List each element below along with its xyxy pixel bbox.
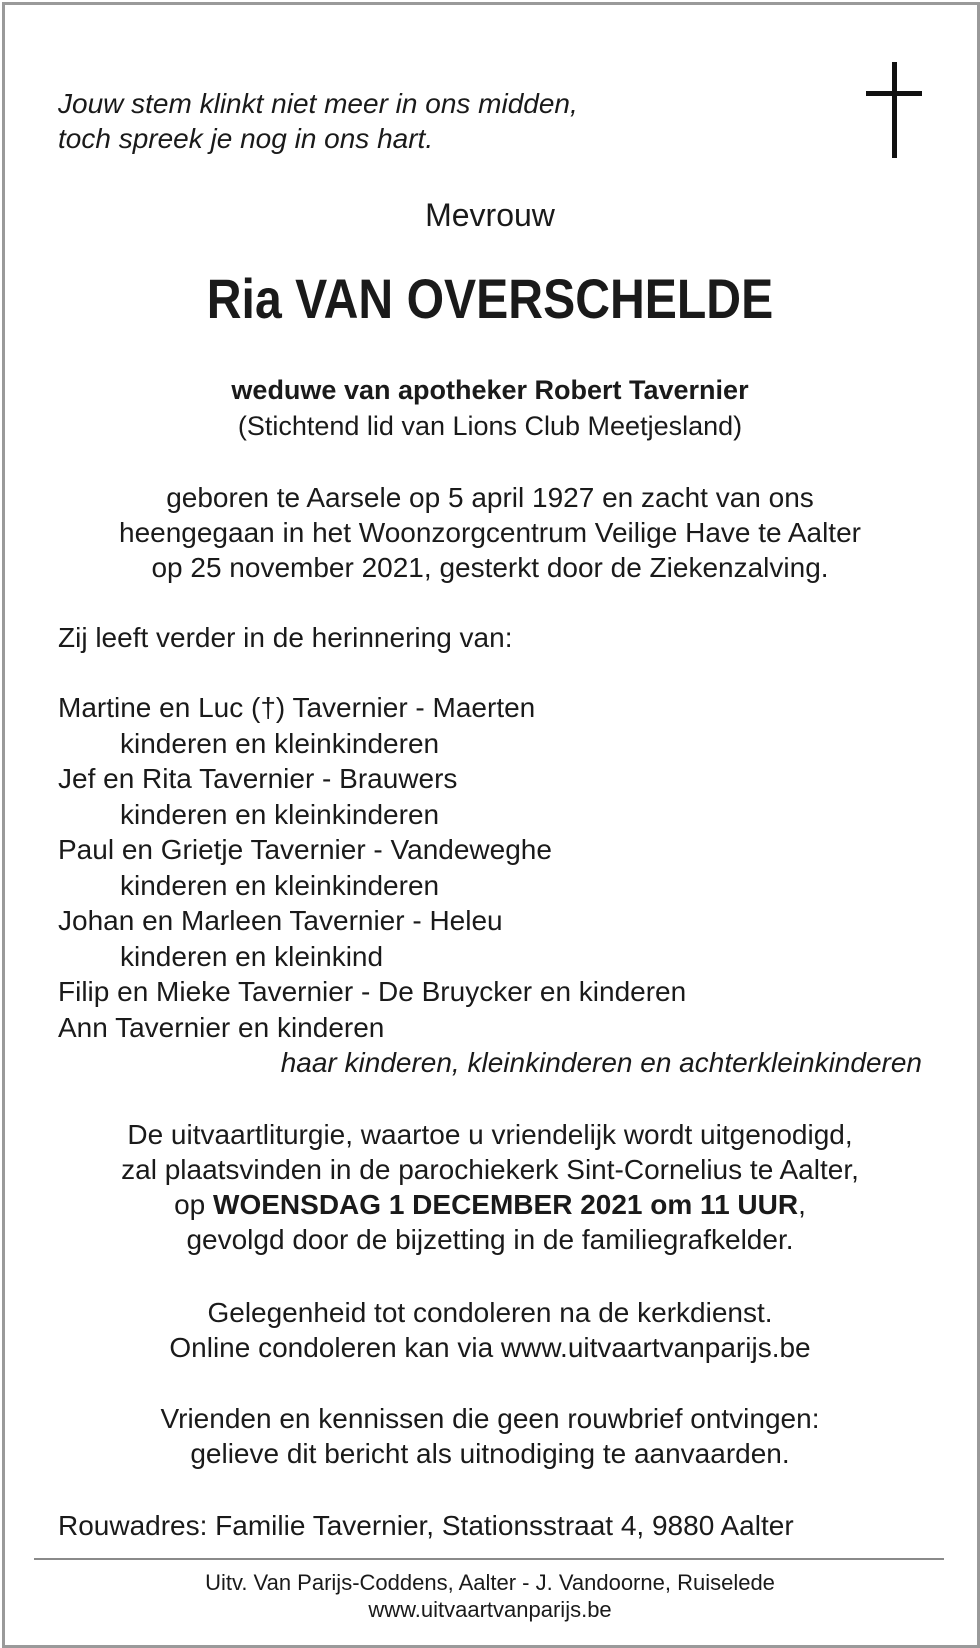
motto-line: Jouw stem klinkt niet meer in ons midden, — [58, 88, 578, 119]
birth-line: geboren te Aarsele op 5 april 1927 en zacht van ons — [166, 482, 814, 513]
family-descendants: kinderen en kleinkinderen — [120, 869, 440, 901]
undertaker-name: Uitv. Van Parijs-Coddens, Aalter - J. Vandoorne, Ruiselede — [205, 1570, 775, 1595]
motto-line: toch spreek je nog in ons hart. — [58, 123, 434, 154]
funeral-line: gevolgd door de bijzetting in de familiegrafkelder. — [186, 1224, 794, 1255]
birth-line: op 25 november 2021, gesterkt door de Ziekenzalving. — [151, 552, 829, 583]
widow-of: weduwe van apotheker Robert Tavernier — [231, 375, 749, 405]
condolence-info — [30, 1295, 950, 1365]
family-descendants: kinderen en kleinkinderen — [120, 727, 440, 759]
funeral-line: zal plaatsvinden in de parochiekerk Sint-Cornelius te Aalter, — [121, 1154, 859, 1185]
family-member: Johan en Marleen Tavernier - Heleu — [58, 905, 503, 936]
condolence-link: Online condoleren kan via www.uitvaartvanparijs.be — [169, 1332, 811, 1363]
cross-icon — [866, 62, 922, 158]
birth-line: heengegaan in het Woonzorgcentrum Veilige Have te Aalter — [119, 517, 861, 548]
funeral-date: WOENSDAG 1 DECEMBER 2021 om 11 UUR — [213, 1189, 799, 1220]
salutation: Mevrouw — [425, 197, 555, 233]
funeral-date-prefix: op — [174, 1189, 214, 1220]
family-list — [58, 690, 686, 1045]
family-descendants: kinderen en kleinkind — [120, 940, 384, 972]
family-member: Ann Tavernier en kinderen — [58, 1011, 385, 1043]
funeral-date-line — [30, 1187, 950, 1222]
footer-divider — [34, 1558, 944, 1560]
remembrance-intro: Zij leeft verder in de herinnering van: — [58, 622, 513, 653]
condolence-line: Gelegenheid tot condoleren na de kerkdienst. — [207, 1297, 773, 1328]
funeral-details — [30, 1117, 950, 1257]
motto-quote — [58, 86, 578, 156]
family-member: Martine en Luc (†) Tavernier - Maerten — [58, 692, 536, 723]
family-descendants: kinderen en kleinkinderen — [120, 798, 440, 830]
cross-horizontal-bar — [866, 91, 922, 96]
relation-summary: haar kinderen, kleinkinderen en achterkleinkinderen — [280, 1047, 922, 1078]
undertaker-website: www.uitvaartvanparijs.be — [368, 1597, 612, 1622]
club-membership: (Stichtend lid van Lions Club Meetjesland) — [237, 411, 743, 441]
funeral-date-suffix: , — [798, 1189, 806, 1220]
birth-death-details — [30, 480, 950, 585]
friends-line: gelieve dit bericht als uitnodiging te aanvaarden. — [190, 1438, 790, 1469]
undertaker-info — [30, 1569, 950, 1623]
friends-line: Vrienden en kennissen die geen rouwbrief ontvingen: — [160, 1403, 820, 1434]
family-member: Paul en Grietje Tavernier - Vandeweghe — [58, 834, 552, 865]
cross-vertical-bar — [892, 62, 897, 158]
mourning-address: Rouwadres: Familie Tavernier, Stationsstraat 4, 9880 Aalter — [58, 1510, 794, 1541]
friends-notice — [30, 1401, 950, 1471]
family-member: Jef en Rita Tavernier - Brauwers — [58, 763, 458, 794]
family-member: Filip en Mieke Tavernier - De Bruycker en kinderen — [58, 976, 687, 1007]
funeral-line: De uitvaartliturgie, waartoe u vriendelijk wordt uitgenodigd, — [127, 1119, 853, 1150]
deceased-name: Ria VAN OVERSCHELDE — [206, 267, 774, 330]
